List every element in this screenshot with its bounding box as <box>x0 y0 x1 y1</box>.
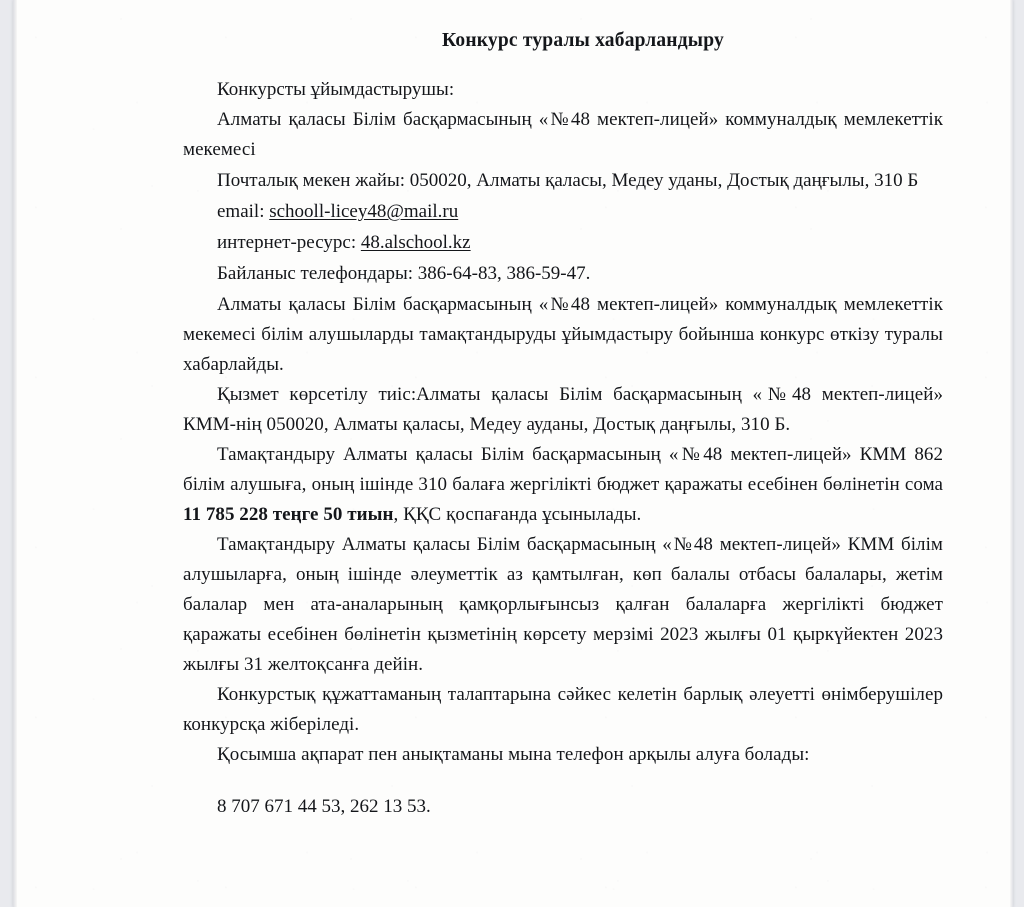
additional-info-paragraph: Қосымша ақпарат пен анықтаманы мына телефон арқылы алуға болады: <box>217 744 810 765</box>
web-label: интернет-ресурс: <box>217 232 357 253</box>
web-resource-line <box>183 227 943 258</box>
email-line <box>183 196 943 227</box>
contact-phone-numbers: 8 707 671 44 53, 262 13 53. <box>217 796 431 817</box>
announcement-paragraph: Алматы қаласы Білім басқармасының «№48 мектеп-лицей» коммуналдық мемлекеттік мекемесі білім алушыларды тамақтандыруды ұйымдастыру бойынша конкурс өткізу туралы хабарлайды. <box>183 294 943 375</box>
suppliers-eligibility-paragraph: Конкурстық құжаттаманың талаптарына сәйкес келетін барлық әлеуетті өнімберушілер конкурсқа жіберіледі. <box>183 684 943 735</box>
page-title: Конкурс туралы хабарландыру <box>442 30 724 51</box>
service-place-paragraph: Қызмет көрсетілу тиіс:Алматы қаласы Білім басқармасының «№48 мектеп-лицей» КММ-нің 050020, Алматы қаласы, Медеу ауданы, Достық даңғылы, 310 Б. <box>183 384 943 435</box>
email-link[interactable]: schooll-licey48@mail.ru <box>269 201 459 222</box>
document-text-block <box>183 30 943 822</box>
postal-address-line: Почталық мекен жайы: 050020, Алматы қаласы, Медеу уданы, Достық даңғылы, 310 Б <box>217 170 919 191</box>
amount-text-after: , ҚҚС қоспағанда ұсынылады. <box>393 504 642 525</box>
scanned-page-sheet <box>13 0 1013 907</box>
contact-phones-line: Байланыс телефондары: 386-64-83, 386-59-47. <box>217 263 591 284</box>
email-label: email: <box>217 201 265 222</box>
page-left-edge <box>13 0 17 907</box>
amount-text-before: Тамақтандыру Алматы қаласы Білім басқармасының «№48 мектеп-лицей» КММ 862 білім алушыға, оның ішінде 310 балаға жергілікті бюджет қаражаты есебінен бөлінетін сома <box>183 444 943 495</box>
amount-paragraph <box>183 440 943 530</box>
page-right-edge <box>1010 0 1013 907</box>
web-link[interactable]: 48.alschool.kz <box>360 232 471 253</box>
organizer-name-paragraph: Алматы қаласы Білім басқармасының «№48 мектеп-лицей» коммуналдық мемлекеттік мекемесі <box>183 109 943 160</box>
organizer-label: Конкурсты ұйымдастырушы: <box>217 79 455 100</box>
service-terms-paragraph: Тамақтандыру Алматы қаласы Білім басқармасының «№48 мектеп-лицей» КММ білім алушыларға, оның ішінде әлеуметтік аз қамтылған, көп балалы отбасы балалары, жетім балалар мен ата-аналарының қамқорлығынсыз қалған балаларға жергілікті бюджет қаражаты есебінен бөлінетін қызметінің көрсету мерзімі 2023 жылғы 01 қыркүйектен 2023 жылғы 31 желтоқсанға дейін. <box>183 534 943 675</box>
amount-value: 11 785 228 теңге 50 тиын <box>183 504 394 525</box>
